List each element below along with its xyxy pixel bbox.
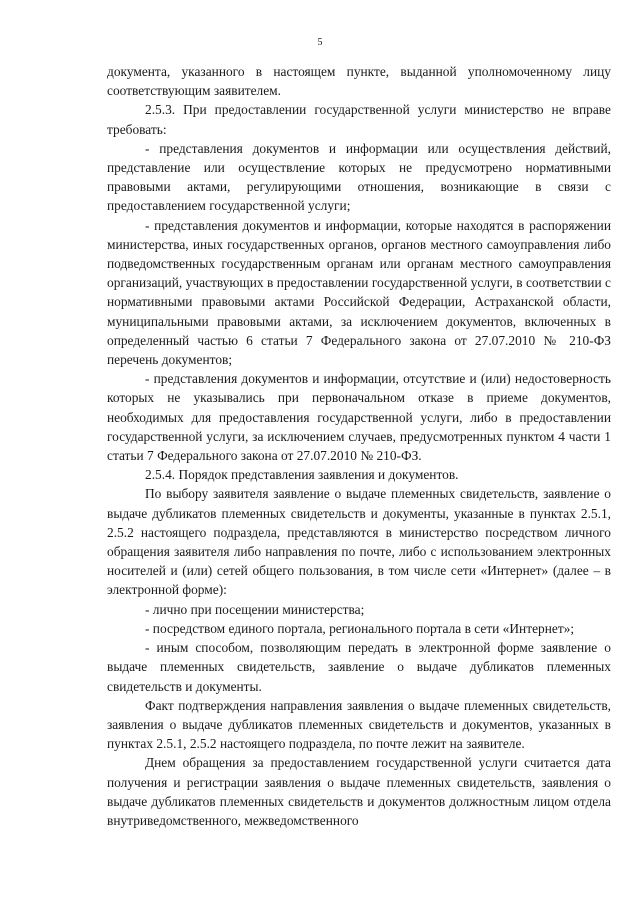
list-item-missing-documents: - представления документов и информации, отсутствие и (или) недостоверность которых не указывались при первоначальном отказе в приеме документов, необходимых для предоставления государственной услуги, либо в предоставлении государственной услуги, за исключением случаев, предусмотренных пунктом 4 части 1 статьи 7 Федерального закона от 27.07.2010 № 210-ФЗ. (107, 371, 611, 464)
list-item-in-person: - лично при посещении министерства; (145, 601, 365, 617)
paragraph-2-5-3-heading: 2.5.3. При предоставлении государственной услуги министерство не вправе требовать: (107, 102, 611, 137)
paragraph-application-date: Днем обращения за предоставлением государственной услуги считается дата получения и регистрации заявления о выдаче племенных свидетельств, заявления о выдаче дубликатов племенных свидетельств и документов должностным лицом отдела внутриведомственного, межведомственного (107, 755, 611, 828)
paragraph-continuation: документа, указанного в настоящем пункте, выданной уполномоченному лицу соответствующим заявителем. (107, 64, 611, 99)
list-item-other-electronic: - иным способом, позволяющим передать в электронной форме заявление о выдаче племенных свидетельств, заявление о выдаче дубликатов племенных свидетельств и документы. (107, 640, 611, 694)
page-number: 5 (317, 37, 323, 48)
list-item-documents-in-possession: - представления документов и информации, которые находятся в распоряжении министерства, иных государственных органов, органов местного самоуправления либо подведомственных государственным органам или органам местного самоуправления организаций, участвующих в предоставлении государственной услуги, в соответствии с нормативными правовыми актами Российской Федерации, Астраханской области, муниципальными правовыми актами, за исключением документов, включенных в определенный частью 6 статьи 7 Федерального закона от 27.07.2010 № 210-ФЗ перечень документов; (107, 217, 611, 368)
paragraph-submission-options: По выбору заявителя заявление о выдаче племенных свидетельств, заявление о выдаче дубликатов племенных свидетельств и документы, указанные в пунктах 2.5.1, 2.5.2 настоящего подраздела, представляются в министерство посредством личного обращения заявителя либо направления по почте, либо с использованием электронных носителей и (или) сетей общего пользования, в том числе сети «Интернет» (далее – в электронной форме): (107, 486, 611, 598)
list-item-actions: - представления документов и информации или осуществления действий, представление или осуществление которых не предусмотрено нормативными правовыми актами, регулирующими отношения, возникающие в связи с предоставлением государственной услуги; (107, 140, 611, 214)
paragraph-confirmation-of-mailing: Факт подтверждения направления заявления о выдаче племенных свидетельств, заявления о выдаче дубликатов племенных свидетельств и документов, указанных в пунктах 2.5.1, 2.5.2 настоящего подраздела, по почте лежит на заявителе. (107, 697, 611, 752)
list-item-portal: - посредством единого портала, регионального портала в сети «Интернет»; (145, 620, 575, 636)
document-body (107, 62, 611, 830)
paragraph-2-5-4-heading: 2.5.4. Порядок представления заявления и документов. (145, 467, 459, 483)
